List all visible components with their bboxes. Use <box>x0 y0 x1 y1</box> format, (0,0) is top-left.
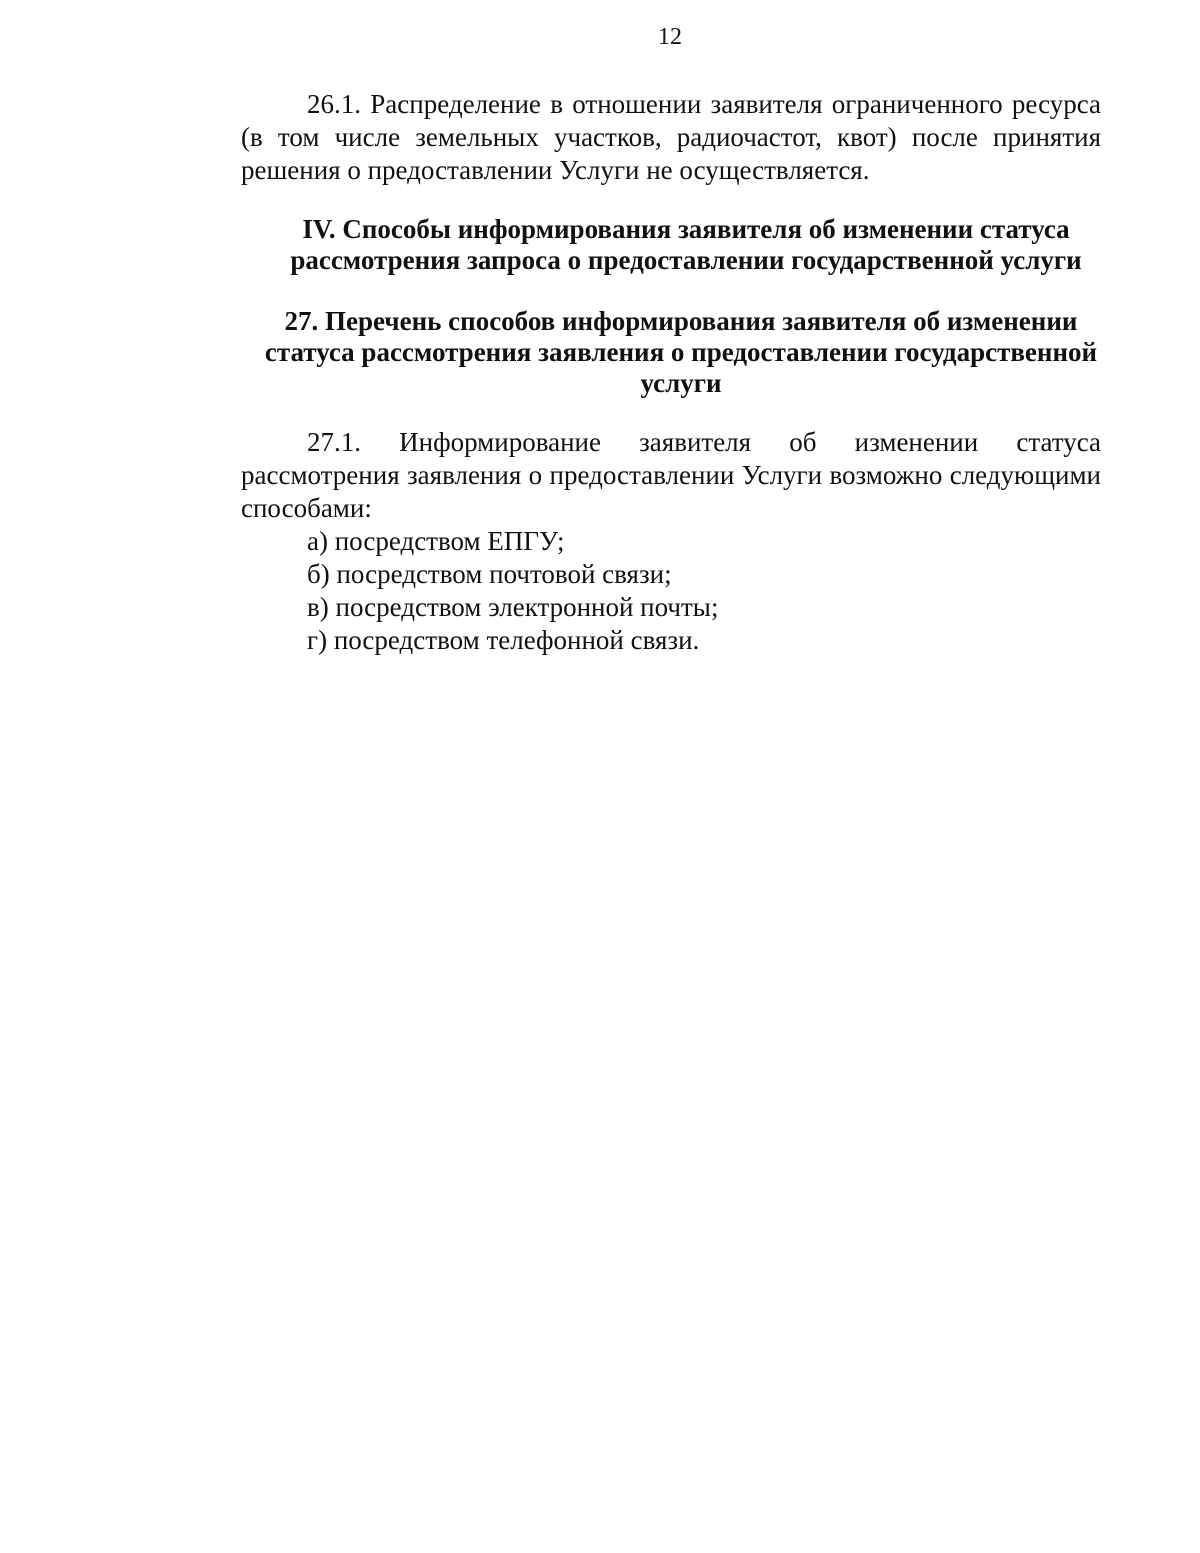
list-item: в) посредством электронной почты; <box>307 592 719 622</box>
section-iv-heading-line: IV. Способы информирования заявителя об изменении статуса <box>302 214 1070 244</box>
list-item: б) посредством почтовой связи; <box>307 559 672 589</box>
section-27-heading-line: статуса рассмотрения заявления о предоставлении государственной <box>264 337 1098 367</box>
section-27-heading-line: 27. Перечень способов информирования заявителя об изменении <box>284 306 1078 336</box>
document-body <box>241 88 1101 657</box>
paragraph-27-1: 27.1. Информирование заявителя об изменении статуса рассмотрения заявления о предоставлении Услуги возможно следующими способами: <box>241 427 1101 523</box>
section-27-heading <box>241 306 1101 399</box>
page-number: 12 <box>658 24 682 50</box>
list-item: г) посредством телефонной связи. <box>307 625 700 655</box>
section-iv-heading <box>241 214 1101 276</box>
section-27-heading-line: услуги <box>640 368 722 398</box>
list-item: а) посредством ЕПГУ; <box>307 526 565 556</box>
section-iv-heading-line: рассмотрения запроса о предоставлении государственной услуги <box>290 245 1082 275</box>
paragraph-26-1: 26.1. Распределение в отношении заявителя ограниченного ресурса (в том числе земельных участков, радиочастот, квот) после принятия решения о предоставлении Услуги не осуществляется. <box>241 89 1101 185</box>
